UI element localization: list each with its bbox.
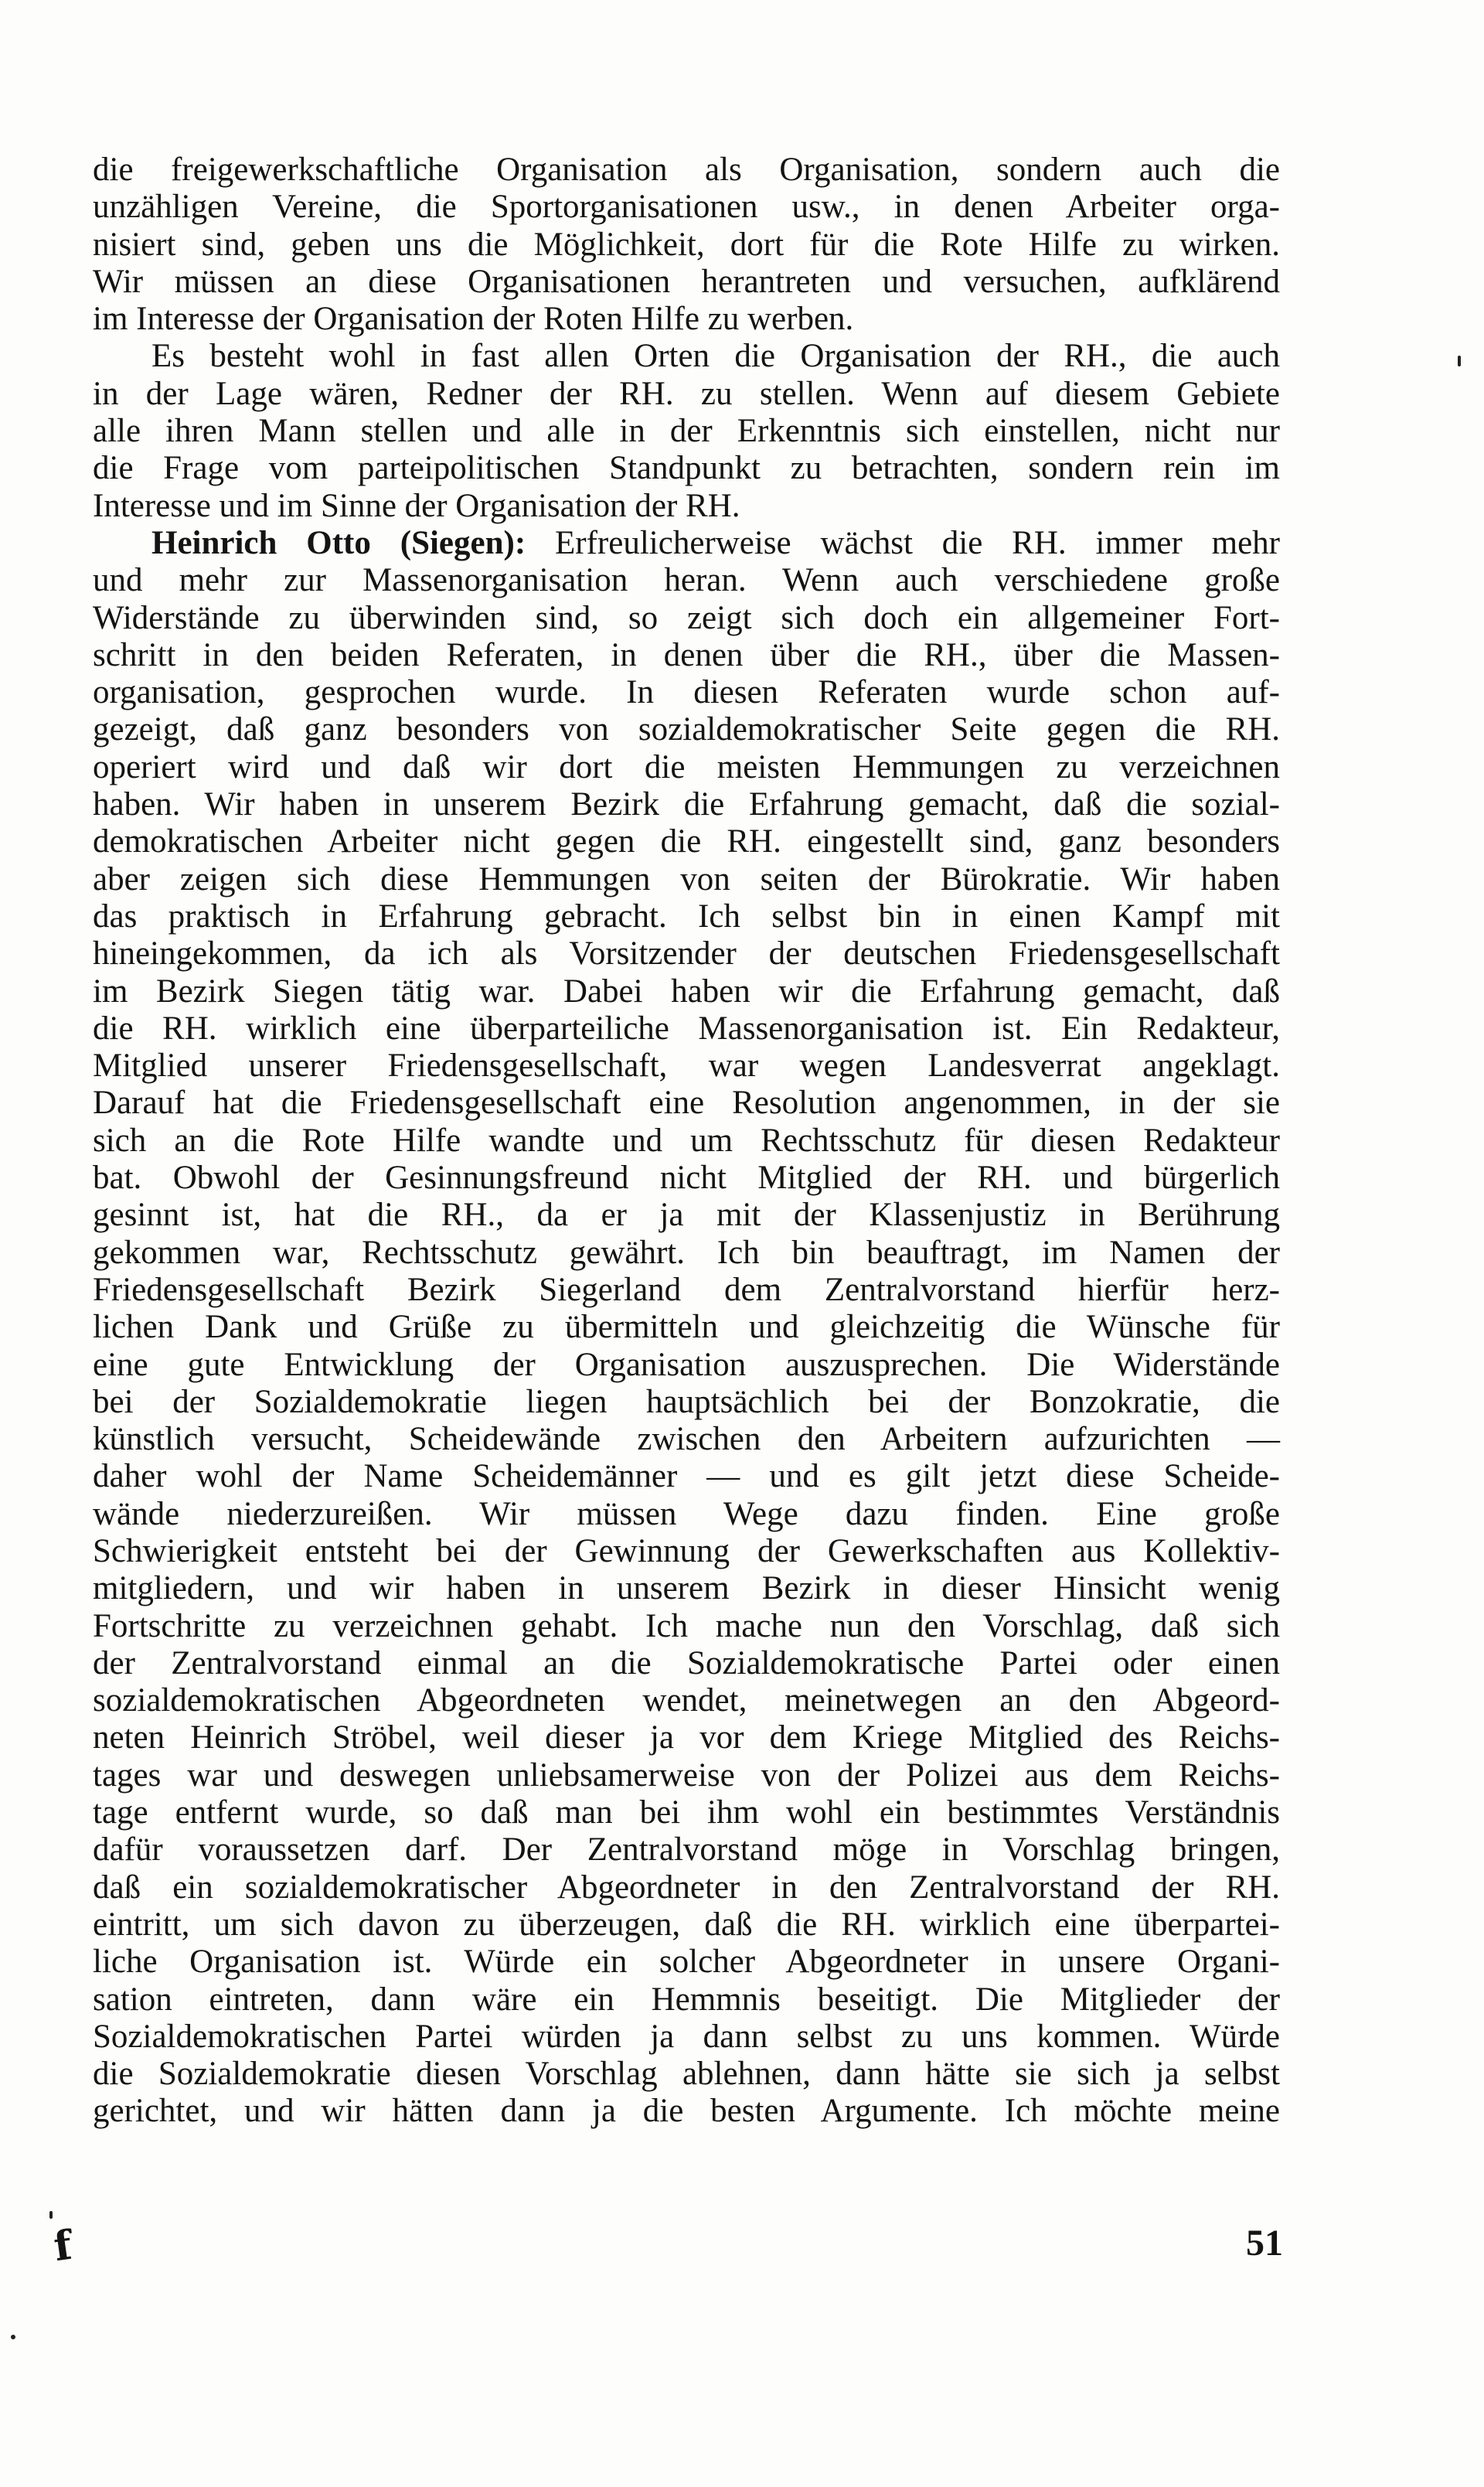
text-line: Interesse und im Sinne der Organisation der RH. [93,487,740,524]
text-line: Sozialdemokratischen Partei würden ja dann selbst zu uns kommen. Würde [93,2018,1280,2055]
text-line: gekommen war, Rechtsschutz gewährt. Ich bin beauftragt, im Namen der [93,1234,1280,1271]
page-number: 51 [1246,2223,1283,2264]
text-line: die Frage vom parteipolitischen Standpunkt zu betrachten, sondern rein im [93,450,1280,487]
text-line: demokratischen Arbeiter nicht gegen die RH. eingestellt sind, ganz besonders [93,823,1280,860]
text-line: hineingekommen, da ich als Vorsitzender der deutschen Friedensgesellschaft [93,935,1280,973]
speaker-name: Heinrich Otto (Siegen): [151,524,526,561]
text-line: dafür voraussetzen darf. Der Zentralvorstand möge in Vorschlag bringen, [93,1831,1280,1869]
speaker-line [93,525,1280,562]
text-line: mitgliedern, und wir haben in unserem Bezirk in dieser Hinsicht wenig [93,1570,1280,1607]
scan-speck [1458,356,1461,366]
text-line: Fortschritte zu verzeichnen gehabt. Ich mache nun den Vorschlag, daß sich [93,1607,1280,1644]
text-line: bat. Obwohl der Gesinnungsfreund nicht Mitglied der RH. und bürgerlich [93,1160,1280,1197]
text-line: künstlich versucht, Scheidewände zwischen den Arbeitern aufzurichten — [93,1421,1280,1458]
text-line: gezeigt, daß ganz besonders von sozialdemokratischer Seite gegen die RH. [93,711,1280,748]
text-line: Wir müssen an diese Organisationen herantreten und versuchen, aufklärend [93,263,1280,300]
text-line: im Interesse der Organisation der Roten Hilfe zu werben. [93,301,854,338]
text-line: Darauf hat die Friedensgesellschaft eine Resolution angenommen, in der sie [93,1085,1280,1122]
text-line: sich an die Rote Hilfe wandte und um Rechtsschutz für diesen Redakteur [93,1122,1280,1159]
text-line: Schwierigkeit entsteht bei der Gewinnung der Gewerkschaften aus Kollektiv- [93,1532,1280,1569]
text-line: die freigewerkschaftliche Organisation als Organisation, sondern auch die [93,152,1280,188]
text-line: der Zentralvorstand einmal an die Sozialdemokratische Partei oder einen [93,1644,1280,1681]
text-line: schritt in den beiden Referaten, in denen über die RH., über die Massen- [93,636,1280,673]
text-line: daher wohl der Name Scheidemänner — und es gilt jetzt diese Scheide- [93,1458,1280,1495]
text-line: die Sozialdemokratie diesen Vorschlag ablehnen, dann hätte sie sich ja selbst [93,2056,1280,2093]
text-line: organisation, gesprochen wurde. In diesen Referaten wurde schon auf- [93,674,1280,711]
text-line: das praktisch in Erfahrung gebracht. Ich selbst bin in einen Kampf mit [93,898,1280,935]
text-line: haben. Wir haben in unserem Bezirk die Erfahrung gemacht, daß die sozial- [93,786,1280,823]
text-line: nisiert sind, geben uns die Möglichkeit, dort für die Rote Hilfe zu wirken. [93,226,1280,263]
text-line: gesinnt ist, hat die RH., da er ja mit der Klassenjustiz in Berührung [93,1197,1280,1234]
footer-mark: f [50,2221,75,2271]
text-line: sozialdemokratischen Abgeordneten wendet, meinetwegen an den Abgeord- [93,1682,1280,1719]
text-line: tage entfernt wurde, so daß man bei ihm wohl ein bestimmtes Verständnis [93,1794,1280,1831]
text-line: und mehr zur Massenorganisation heran. Wenn auch verschiedene große [93,562,1280,599]
text-line: lichen Dank und Grüße zu übermitteln und gleichzeitig die Wünsche für [93,1309,1280,1346]
text-line: eintritt, um sich davon zu überzeugen, daß die RH. wirklich eine überpartei- [93,1906,1280,1943]
text-line: Es besteht wohl in fast allen Orten die Organisation der RH., die auch [151,338,1280,375]
text-line: bei der Sozialdemokratie liegen hauptsächlich bei der Bonzokratie, die [93,1383,1280,1420]
text-line: Mitglied unserer Friedensgesellschaft, war wegen Landesverrat angeklagt. [93,1048,1280,1085]
text-line: neten Heinrich Ströbel, weil dieser ja vor dem Kriege Mitglied des Reichs- [93,1719,1280,1756]
text-line: gerichtet, und wir hätten dann ja die besten Argumente. Ich möchte meine [93,2093,1280,2130]
text-line: liche Organisation ist. Würde ein solcher Abgeordneter in unsere Organi- [93,1944,1280,1981]
text-line: Widerstände zu überwinden sind, so zeigt sich doch ein allgemeiner Fort- [93,599,1280,636]
text-line: in der Lage wären, Redner der RH. zu stellen. Wenn auf diesem Gebiete [93,375,1280,412]
scan-speck [11,2335,15,2339]
text-line: tages war und deswegen unliebsamerweise von der Polizei aus dem Reichs- [93,1756,1280,1794]
text-line: eine gute Entwicklung der Organisation auszusprechen. Die Widerstände [93,1346,1280,1383]
text-line: Erfreulicherweise wächst die RH. immer mehr [555,524,1280,561]
text-line: sation eintreten, dann wäre ein Hemmnis beseitigt. Die Mitglieder der [93,1981,1280,2018]
text-line: im Bezirk Siegen tätig war. Dabei haben wir die Erfahrung gemacht, daß [93,973,1280,1010]
text-line: wände niederzureißen. Wir müssen Wege dazu finden. Eine große [93,1495,1280,1532]
text-line: operiert wird und daß wir dort die meisten Hemmungen zu verzeichnen [93,748,1280,785]
text-line: daß ein sozialdemokratischer Abgeordneter in den Zentralvorstand der RH. [93,1869,1280,1906]
text-line: alle ihren Mann stellen und alle in der Erkenntnis sich einstellen, nicht nur [93,413,1280,450]
body-text [93,152,1280,2131]
text-line: die RH. wirklich eine überparteiliche Massenorganisation ist. Ein Redakteur, [93,1010,1280,1047]
scan-speck [49,2211,53,2219]
text-line: Friedensgesellschaft Bezirk Siegerland dem Zentralvorstand hierfür herz- [93,1271,1280,1308]
text-line: aber zeigen sich diese Hemmungen von seiten der Bürokratie. Wir haben [93,860,1280,898]
text-line: unzähligen Vereine, die Sportorganisationen usw., in denen Arbeiter orga- [93,189,1280,226]
